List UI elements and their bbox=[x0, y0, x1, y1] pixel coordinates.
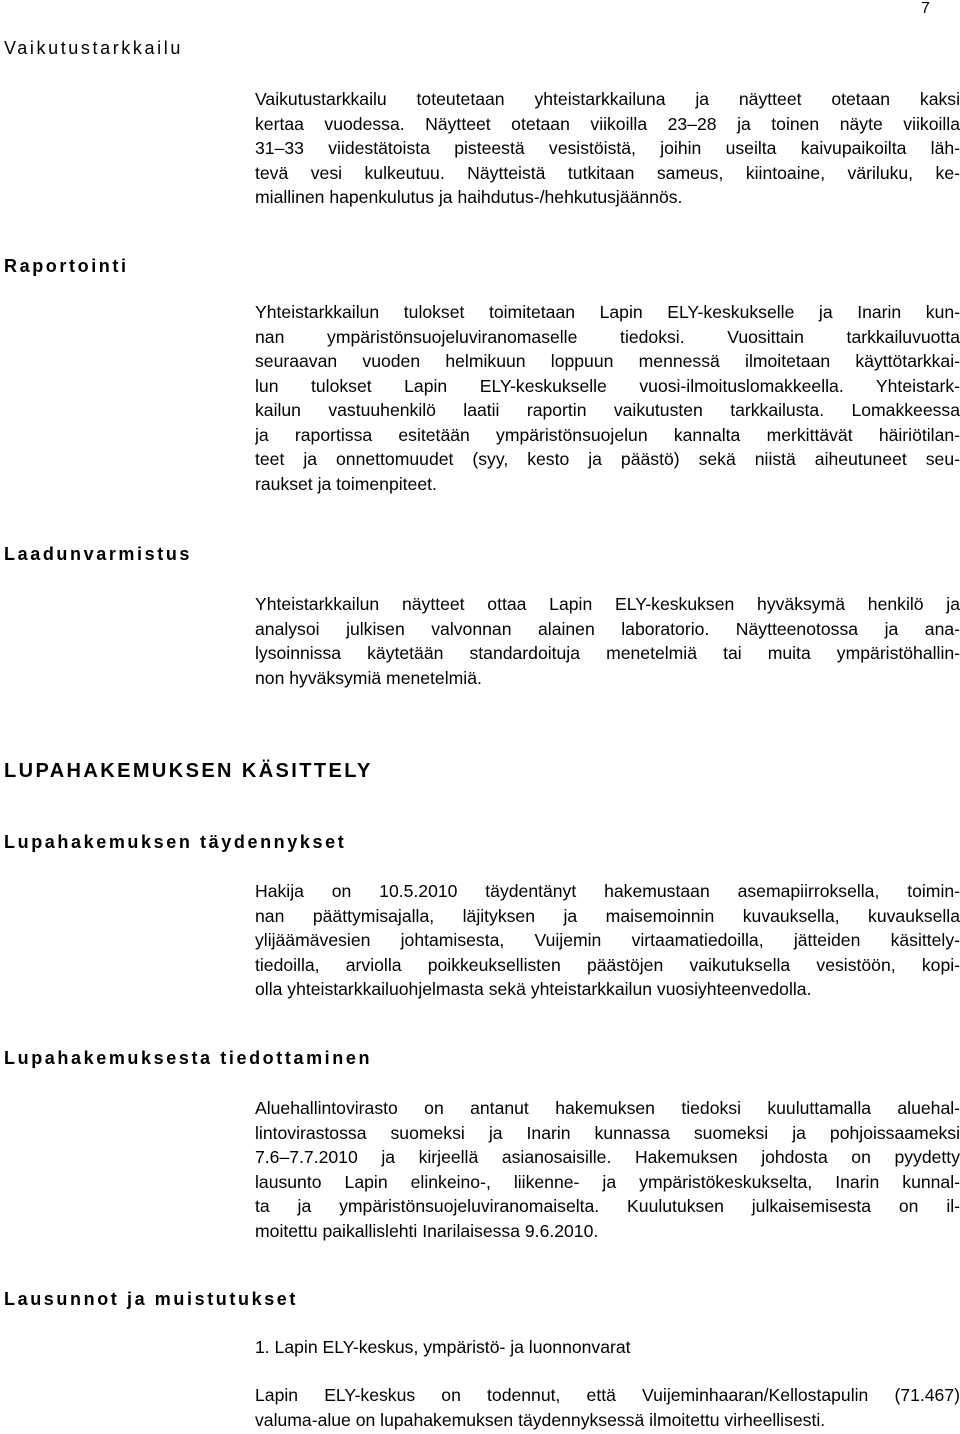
text-line: tiedoilla, arviolla poikkeuksellisten päästöjen vaikutuksella vesistöön, kopi- bbox=[255, 954, 960, 975]
text-line: non hyväksymiä menetelmiä. bbox=[255, 667, 482, 688]
text-line: analysoi julkisen valvonnan alainen laboratorio. Näytteenotossa ja ana- bbox=[255, 618, 960, 639]
text-line: ylijäämävesien johtamisesta, Vuijemin virtaamatiedoilla, jätteiden käsittely- bbox=[255, 930, 960, 950]
heading-laadunvarmistus: Laadunvarmistus bbox=[4, 544, 193, 564]
heading-lupahakemuksen-kasittely: LUPAHAKEMUKSEN KÄSITTELY bbox=[4, 760, 373, 782]
text-line: kailun vastuuhenkilö laatii raportin vaikutusten tarkkailusta. Lomakkeessa bbox=[255, 400, 960, 420]
text-line: Vaikutustarkkailu toteutetaan yhteistarkkailuna ja näytteet otetaan kaksi bbox=[255, 89, 960, 109]
heading-raportointi: Raportointi bbox=[4, 256, 129, 276]
text-line: lintovirastossa suomeksi ja Inarin kunnassa suomeksi ja pohjoissaameksi bbox=[255, 1122, 960, 1143]
text-line: lausunto Lapin elinkeino-, liikenne- ja ympäristökeskukselta, Inarin kunnal- bbox=[255, 1171, 960, 1192]
text-line: nan päättymisajalla, läjityksen ja maisemoinnin kuvauksella, kuvauksella bbox=[255, 905, 960, 926]
text-line: kertaa vuodessa. Näytteet otetaan viikoilla 23–28 ja toinen näyte viikoilla bbox=[255, 113, 960, 134]
heading-taydennykset: Lupahakemuksen täydennykset bbox=[4, 832, 347, 852]
paragraph-raportointi bbox=[255, 300, 960, 496]
text-line: moitettu paikallislehti Inarilaisessa 9.6.2010. bbox=[255, 1220, 599, 1241]
text-line: seuraavan vuoden helmikuun loppuun mennessä ilmoitetaan käyttötarkkai- bbox=[255, 351, 960, 371]
text-line: lysoinnissa käytetään standardoituja menetelmiä tai muita ympäristöhallin- bbox=[255, 643, 960, 663]
heading-tiedottaminen: Lupahakemuksesta tiedottaminen bbox=[4, 1048, 373, 1068]
page-number: 7 bbox=[921, 0, 930, 17]
paragraph-tiedottaminen bbox=[255, 1096, 960, 1243]
text-line: raukset ja toimenpiteet. bbox=[255, 473, 437, 494]
text-line: ta ja ympäristönsuojeluviranomaiselta. Kuulutuksen julkaisemisesta on il- bbox=[255, 1196, 960, 1216]
paragraph-laadunvarmistus bbox=[255, 592, 960, 690]
text-line: Yhteistarkkailun näytteet ottaa Lapin ELY-keskuksen hyväksymä henkilö ja bbox=[255, 594, 960, 614]
paragraph-taydennykset bbox=[255, 879, 960, 1002]
lausunnot-item-title bbox=[255, 1335, 960, 1360]
paragraph-vaikutustarkkailu bbox=[255, 87, 960, 210]
text-line: Hakija on 10.5.2010 täydentänyt hakemustaan asemapiirroksella, toimin- bbox=[255, 881, 960, 901]
heading-lausunnot: Lausunnot ja muistutukset bbox=[4, 1289, 299, 1309]
text-line: 1. Lapin ELY-keskus, ympäristö- ja luonnonvarat bbox=[255, 1337, 631, 1357]
text-line: Yhteistarkkailun tulokset toimitetaan Lapin ELY-keskukselle ja Inarin kun- bbox=[255, 302, 960, 322]
text-line: valuma-alue on lupahakemuksen täydennyksessä ilmoitettu virheellisesti. bbox=[255, 1409, 826, 1430]
heading-vaikutustarkkailu: Vaikutustarkkailu bbox=[4, 38, 183, 58]
text-line: Lapin ELY-keskus on todennut, että Vuijeminhaaran/Kellostapulin (71.467) bbox=[255, 1385, 960, 1405]
text-line: tevä vesi kulkeutuu. Näytteistä tutkitaan sameus, kiintoaine, väriluku, ke- bbox=[255, 162, 960, 183]
text-line: teet ja onnettomuudet (syy, kesto ja päästö) sekä niistä aiheutuneet seu- bbox=[255, 449, 960, 469]
text-line: miallinen hapenkulutus ja haihdutus-/hehkutusjäännös. bbox=[255, 187, 683, 207]
text-line: olla yhteistarkkailuohjelmasta sekä yhteistarkkailun vuosiyhteenvedolla. bbox=[255, 979, 812, 999]
text-line: nan ympäristönsuojeluviranomaselle tiedoksi. Vuosittain tarkkailuvuotta bbox=[255, 326, 960, 347]
text-line: Aluehallintovirasto on antanut hakemuksen tiedoksi kuuluttamalla aluehal- bbox=[255, 1098, 960, 1118]
text-line: 7.6–7.7.2010 ja kirjeellä asianosaisille. Hakemuksen johdosta on pyydetty bbox=[255, 1147, 960, 1167]
paragraph-lausunnot bbox=[255, 1383, 960, 1432]
text-line: 31–33 viidestätoista pisteestä vesistöistä, joihin useilta kaivupaikoilta läh- bbox=[255, 138, 960, 158]
text-line: lun tulokset Lapin ELY-keskukselle vuosi-ilmoituslomakkeella. Yhteistark- bbox=[255, 375, 960, 396]
text-line: ja raportissa esitetään ympäristönsuojelun kannalta merkittävät häiriötilan- bbox=[255, 424, 960, 445]
